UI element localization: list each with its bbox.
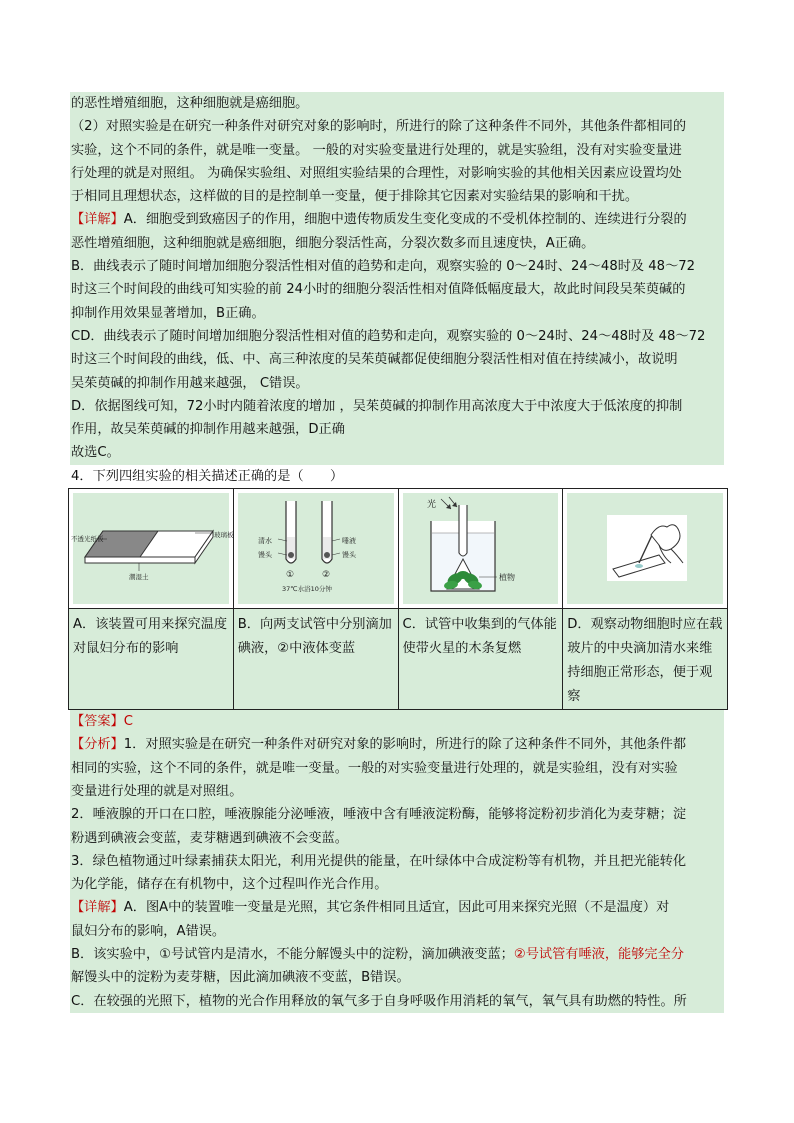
label-bread-1: 馒头	[257, 551, 272, 560]
text-line: CD．曲线表示了随时间增加细胞分裂活性相对值的趋势和走向，观察实验的 0～24时、24～48时及 48～72	[71, 328, 706, 344]
figure-b-test-tubes	[238, 493, 393, 604]
text-line: B．该实验中，①号试管内是清水，不能分解馒头中的淀粉，滴加碘液变蓝；②号试管有唾液，能够完全分	[71, 947, 684, 963]
label-opaque: 不透光纸板	[71, 535, 104, 544]
text-line: （2）对照实验是在研究一种条件对研究对象的影响时，所进行的除了这种条件不同外，其他条件都相同的	[71, 119, 687, 135]
option-a-text: A．该装置可用来探究温度对鼠妇分布的影响	[73, 617, 228, 657]
figure-c-bg	[403, 493, 559, 604]
figure-b-bg	[238, 493, 394, 604]
options-table	[68, 488, 728, 710]
detail-tag: 【详解】	[71, 212, 124, 228]
text-line: 作用，故吴茱萸碱的抑制作用越来越强，D正确	[71, 422, 345, 438]
label-saliva: 唾液	[341, 537, 356, 546]
text-line: 行处理的就是对照组。 为确保实验组、对照组实验结果的合理性，对影响实验的其他相关因素应设置均处	[71, 165, 682, 181]
figure-d-cell	[563, 489, 728, 609]
label-tube-1: ①	[285, 570, 294, 581]
analysis-tag: 【分析】	[71, 737, 124, 753]
label-soil: 潮湿土	[129, 573, 149, 582]
option-d-text: D．观察动物细胞时应在载玻片的中央滴加清水来维持细胞正常形态，便于观察	[567, 617, 723, 705]
text-line: 恶性增殖细胞，这种细胞就是癌细胞，细胞分裂活性高，分裂次数多而且速度快，A正确。	[71, 235, 595, 251]
figure-a-cell	[69, 489, 234, 609]
answer-line	[70, 710, 724, 733]
text-line: 3．绿色植物通过叶绿素捕获太阳光，利用光提供的能量，在叶绿体中合成淀粉等有机物，并且把光能转化	[71, 853, 687, 869]
detail-line: 【详解】A．细胞受到致癌因子的作用，细胞中遗传物质发生变化变成的不受机体控制的、连续进行分裂的	[71, 212, 687, 228]
detail-tag: 【详解】	[71, 900, 124, 916]
text-line: 吴茱萸碱的抑制作用越来越强， C错误。	[71, 375, 309, 391]
caption-water-bath: 37℃水浴10分钟	[281, 585, 332, 594]
figure-d-bg	[567, 493, 723, 604]
label-glass: 玻璃板	[214, 531, 234, 540]
text-line: 实验，这个不同的条件，就是唯一变量。 一般的对实验变量进行处理的，就是实验组，没有对实验变量进	[71, 142, 682, 158]
text-line: 粉遇到碘液会变蓝，麦芽糖遇到碘液不会变蓝。	[71, 830, 348, 846]
text-line: 解馒头中的淀粉为麦芽糖，因此滴加碘液不变蓝，B错误。	[71, 970, 410, 986]
text-line: 时这三个时间段的曲线，低、中、高三种浓度的吴茱萸碱都促使细胞分裂活性相对值在持续减小，故说明	[71, 352, 678, 368]
analysis-line: 【分析】1．对照实验是在研究一种条件对研究对象的影响时，所进行的除了这种条件不同外，其他条件都	[71, 737, 687, 753]
answer-analysis-block	[70, 710, 724, 1013]
label-tube-2: ②	[321, 570, 330, 581]
text-line: B．曲线表示了随时间增加细胞分裂活性相对值的趋势和走向，观察实验的 0～24时、24～48时及 48～72	[71, 259, 696, 275]
text-line: 的恶性增殖细胞，这种细胞就是癌细胞。	[71, 96, 309, 111]
highlight-text: ②号试管有唾液，能够完全分	[513, 947, 684, 963]
option-b-text: B．向两支试管中分别滴加碘液，②中液体变蓝	[237, 617, 392, 657]
explanation-block-top	[70, 92, 724, 465]
option-b-cell[interactable]	[233, 609, 398, 710]
figure-a-bg	[71, 493, 234, 604]
option-a-cell[interactable]	[69, 609, 234, 710]
text-line: 于相同且理想状态，这样做的目的是控制单一变量，便于排除其它因素对实验结果的影响和干扰。	[71, 189, 639, 205]
text-line: 鼠妇分布的影响，A错误。	[71, 923, 226, 939]
text-line: 抑制作用效果显著增加，B正确。	[71, 305, 265, 321]
page-content	[70, 92, 724, 1013]
option-d-cell[interactable]	[563, 609, 728, 710]
text-line: D．依据图线可知，72小时内随着浓度的增加 ，吴茱萸碱的抑制作用高浓度大于中浓度大于低浓度的抑制	[71, 398, 683, 414]
text-line: 为化学能，储存在有机物中，这个过程叫作光合作用。	[71, 877, 388, 893]
figure-d-dropper-slide	[567, 493, 724, 604]
text-line: 2．唾液腺的开口在口腔，唾液腺能分泌唾液，唾液中含有唾液淀粉酶，能够将淀粉初步消化为麦芽糖；淀	[71, 807, 687, 823]
text-line: 相同的实验，这个不同的条件，就是唯一变量。一般的对实验变量进行处理的，就是实验组，没有对实验	[71, 760, 678, 776]
label-plant: 植物	[498, 573, 515, 583]
detail-line: 【详解】A．图A中的装置唯一变量是光照，其它条件相同且适宜，因此可用来探究光照（不是温度）对	[71, 900, 670, 916]
figure-c-cell	[398, 489, 563, 609]
text-line: 变量进行处理的就是对照组。	[71, 783, 243, 799]
figure-b-cell	[233, 489, 398, 609]
question-stem: 4．下列四组实验的相关描述正确的是（ ）	[70, 465, 724, 488]
text-line: 故选C。	[71, 445, 120, 461]
answer-text: 【答案】C	[71, 714, 133, 730]
label-light: 光	[426, 500, 436, 511]
figure-a-box-diagram	[71, 493, 234, 604]
figure-c-photosynthesis	[403, 493, 549, 604]
text-line: C．在较强的光照下，植物的光合作用释放的氧气多于自身呼吸作用消耗的氧气，氧气具有助燃的特性。所	[71, 993, 687, 1009]
label-water: 清水	[257, 537, 272, 546]
label-bread-2: 馒头	[341, 551, 356, 560]
option-c-text: C．试管中收集到的气体能使带火星的木条复燃	[402, 617, 557, 657]
text-line: 时这三个时间段的曲线可知实验的前 24小时的细胞分裂活性相对值降低幅度最大，故此时间段吴茱萸碱的	[71, 282, 686, 298]
option-c-cell[interactable]	[398, 609, 563, 710]
